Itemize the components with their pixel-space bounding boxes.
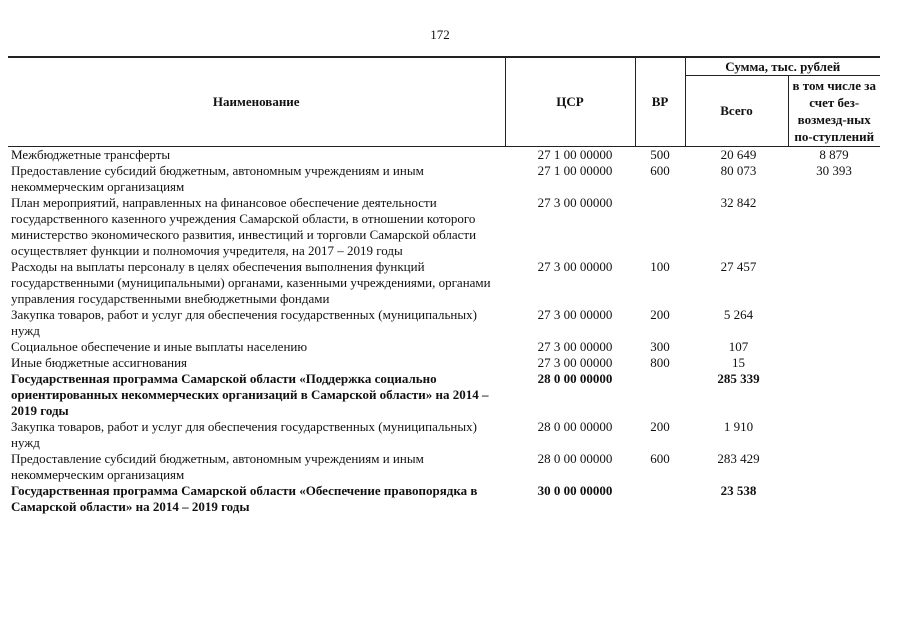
name-cell: Межбюджетные трансферты — [11, 147, 171, 162]
table-header — [8, 57, 880, 147]
grant-cell — [788, 339, 880, 355]
csr-cell: 28 0 00 00000 — [537, 371, 613, 386]
csr-cell: 27 3 00 00000 — [537, 355, 613, 370]
table-row — [8, 147, 880, 164]
name-cell: Закупка товаров, работ и услуг для обеспечения государственных (муниципальных) нужд — [11, 419, 477, 450]
table-row — [8, 419, 880, 451]
table-row — [8, 451, 880, 483]
csr-cell: 27 3 00 00000 — [537, 339, 613, 354]
grant-cell: 8 879 — [819, 147, 849, 162]
grant-cell: 30 393 — [816, 163, 852, 178]
vr-cell: 600 — [650, 451, 670, 466]
total-cell: 1 910 — [723, 419, 754, 434]
grant-cell — [788, 307, 880, 339]
total-cell: 5 264 — [723, 307, 754, 322]
sum-group-header: Сумма, тыс. рублей — [685, 57, 880, 76]
name-cell: Расходы на выплаты персоналу в целях обеспечения выполнения функций государственными (муниципальными) органами, казенными учреждениями, органами управления государственными внебюджетными фондами — [11, 259, 491, 306]
csr-cell: 27 3 00 00000 — [537, 307, 613, 322]
grant-column-header: в том числе за счет без-возмезд-ных по-ступлений — [788, 76, 880, 147]
total-cell: 23 538 — [720, 483, 757, 498]
name-column-header: Наименование — [8, 57, 505, 147]
grant-cell — [788, 371, 880, 419]
table-row — [8, 259, 880, 307]
table-row — [8, 195, 880, 259]
vr-cell: 200 — [650, 419, 670, 434]
csr-cell: 27 3 00 00000 — [537, 259, 613, 274]
table-row — [8, 355, 880, 371]
vr-cell: 500 — [650, 147, 670, 162]
table-row — [8, 371, 880, 419]
name-cell: Социальное обеспечение и иные выплаты населению — [11, 339, 308, 354]
csr-cell: 28 0 00 00000 — [537, 451, 613, 466]
grant-cell — [788, 483, 880, 515]
name-cell: Предоставление субсидий бюджетным, автономным учреждениям и иным некоммерческим организациям — [11, 451, 424, 482]
vr-cell — [635, 195, 685, 259]
grant-cell — [788, 355, 880, 371]
name-cell: Предоставление субсидий бюджетным, автономным учреждениям и иным некоммерческим организациям — [11, 163, 424, 194]
vr-cell: 800 — [650, 355, 670, 370]
name-cell: Закупка товаров, работ и услуг для обеспечения государственных (муниципальных) нужд — [11, 307, 477, 338]
name-cell: Иные бюджетные ассигнования — [11, 355, 188, 370]
grant-cell — [788, 419, 880, 451]
total-cell: 27 457 — [720, 259, 757, 274]
csr-column-header: ЦСР — [505, 57, 635, 147]
csr-cell: 27 3 00 00000 — [537, 195, 613, 210]
name-cell: Государственная программа Самарской области «Обеспечение правопорядка в Самарской области» на 2014 – 2019 годы — [11, 483, 478, 514]
grant-cell — [788, 451, 880, 483]
csr-cell: 28 0 00 00000 — [537, 419, 613, 434]
vr-cell: 300 — [650, 339, 670, 354]
name-cell: План мероприятий, направленных на финансовое обеспечение деятельности государственного казенного учреждения Самарской области, в отношении которого министерство экономического развития, инвестиций и торговли Самарской области осуществляет функции и полномочия учредителя, на 2017 – 2019 годы — [11, 195, 477, 258]
total-cell: 80 073 — [720, 163, 757, 178]
vr-cell — [635, 483, 685, 515]
total-cell: 107 — [728, 339, 749, 354]
total-cell: 285 339 — [717, 371, 760, 386]
table-row — [8, 339, 880, 355]
table-row — [8, 163, 880, 195]
total-cell: 283 429 — [717, 451, 760, 466]
page-number: 172 — [430, 27, 450, 42]
total-column-header: Всего — [685, 76, 788, 147]
budget-table — [8, 56, 880, 515]
csr-cell: 27 1 00 00000 — [537, 163, 613, 178]
total-cell: 32 842 — [720, 195, 757, 210]
vr-cell — [635, 371, 685, 419]
vr-cell: 600 — [650, 163, 670, 178]
total-cell: 20 649 — [720, 147, 757, 162]
table-row — [8, 483, 880, 515]
total-cell: 15 — [732, 355, 745, 370]
name-cell: Государственная программа Самарской области «Поддержка социально ориентированных некоммерческих организаций в Самарской области» на 2014 – 2019 годы — [11, 371, 489, 418]
vr-column-header: ВР — [635, 57, 685, 147]
table-body — [8, 147, 880, 516]
vr-cell: 200 — [650, 307, 670, 322]
table-row — [8, 307, 880, 339]
csr-cell: 27 1 00 00000 — [537, 147, 613, 162]
csr-cell: 30 0 00 00000 — [537, 483, 613, 498]
vr-cell: 100 — [650, 259, 670, 274]
grant-cell — [788, 195, 880, 259]
grant-cell — [788, 259, 880, 307]
